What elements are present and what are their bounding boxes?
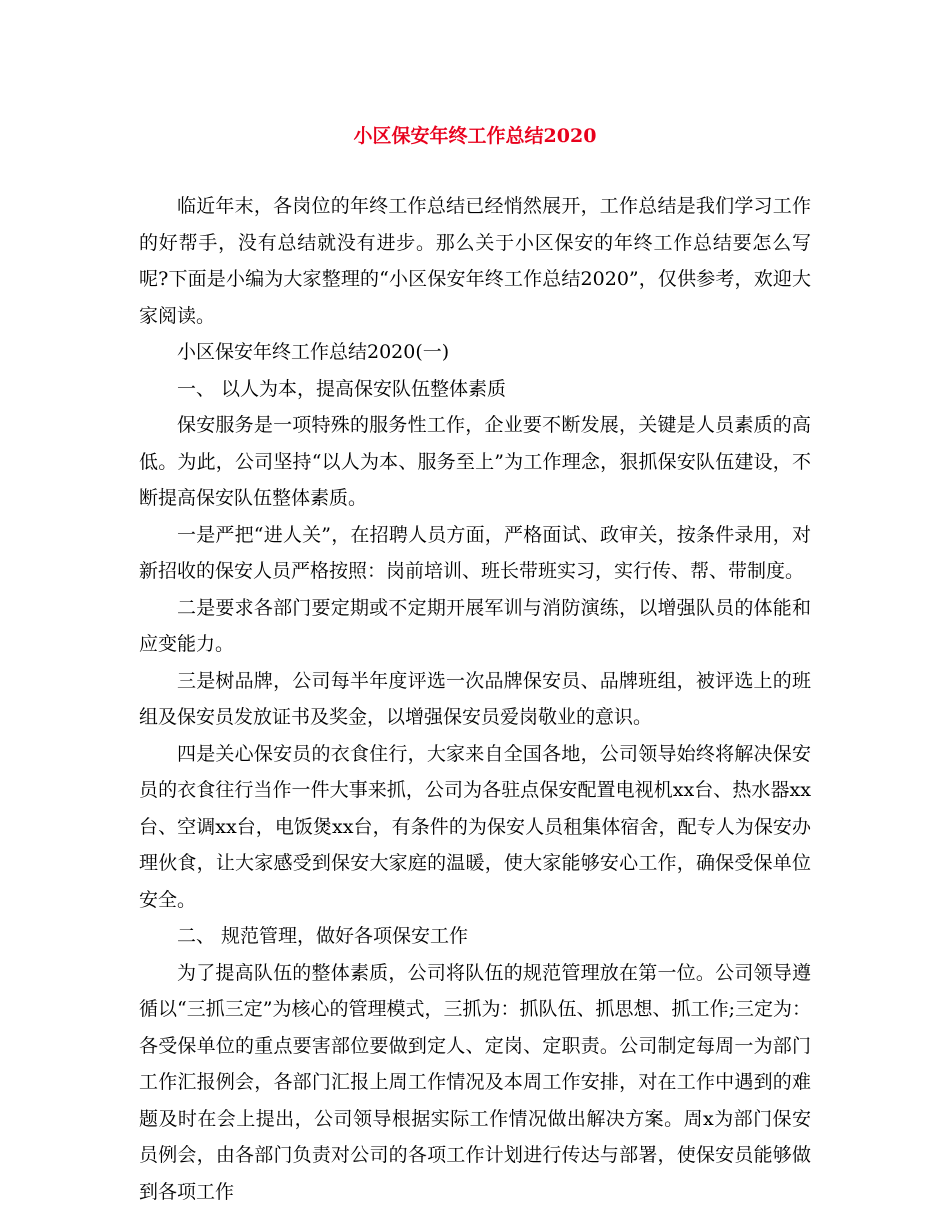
- paragraph: 为了提高队伍的整体素质，公司将队伍的规范管理放在第一位。公司领导遵循以“三抓三定”为核心的管理模式，三抓为：抓队伍、抓思想、抓工作;三定为：各受保单位的重点要害部位要做到定人、定岗、定职责。公司制定每周一为部门工作汇报例会，各部门汇报上周工作情况及本周工作安排，对在工作中遇到的难题及时在会上提出，公司领导根据实际工作情况做出解决方案。周x为部门保安员例会，由各部门负责对公司的各项工作计划进行传达与部署，使保安员能够做到各项工作: [139, 961, 811, 1203]
- paragraph: 二是要求各部门要定期或不定期开展军训与消防演练，以增强队员的体能和应变能力。: [139, 596, 811, 655]
- paragraph: 四是关心保安员的衣食住行，大家来自全国各地，公司领导始终将解决保安员的衣食往行当作一件大事来抓，公司为各驻点保安配置电视机xx台、热水器xx台、空调xx台，电饭煲xx台，有条件的为保安人员租集体宿舍，配专人为保安办理伙食，让大家感受到保安大家庭的温暖，使大家能够安心工作，确保受保单位安全。: [139, 742, 811, 911]
- paragraph: 三是树品牌，公司每半年度评选一次品牌保安员、品牌班组，被评选上的班组及保安员发放证书及奖金，以增强保安员爱岗敬业的意识。: [139, 669, 811, 728]
- paragraph: 一是严把“进人关”，在招聘人员方面，严格面试、政审关，按条件录用，对新招收的保安人员严格按照：岗前培训、班长带班实习，实行传、帮、带制度。: [139, 523, 811, 582]
- subsection-heading-1: 一、 以人为本，提高保安队伍整体素质: [177, 377, 507, 400]
- section-heading: 小区保安年终工作总结2020(一): [177, 341, 450, 363]
- subsection-heading-2: 二、 规范管理，做好各项保安工作: [177, 925, 469, 947]
- document-body: [139, 188, 811, 1210]
- paragraph: 保安服务是一项特殊的服务性工作，企业要不断发展，关键是人员素质的高低。为此，公司坚持“以人为本、服务至上”为工作理念，狠抓保安队伍建设，不断提高保安队伍整体素质。: [139, 414, 811, 509]
- document-title: 小区保安年终工作总结2020: [353, 125, 597, 147]
- paragraph-intro: 临近年末，各岗位的年终工作总结已经悄然展开，工作总结是我们学习工作的好帮手，没有总结就没有进步。那么关于小区保安的年终工作总结要怎么写呢?下面是小编为大家整理的“小区保安年终工作总结2020”，仅供参考，欢迎大家阅读。: [139, 195, 811, 327]
